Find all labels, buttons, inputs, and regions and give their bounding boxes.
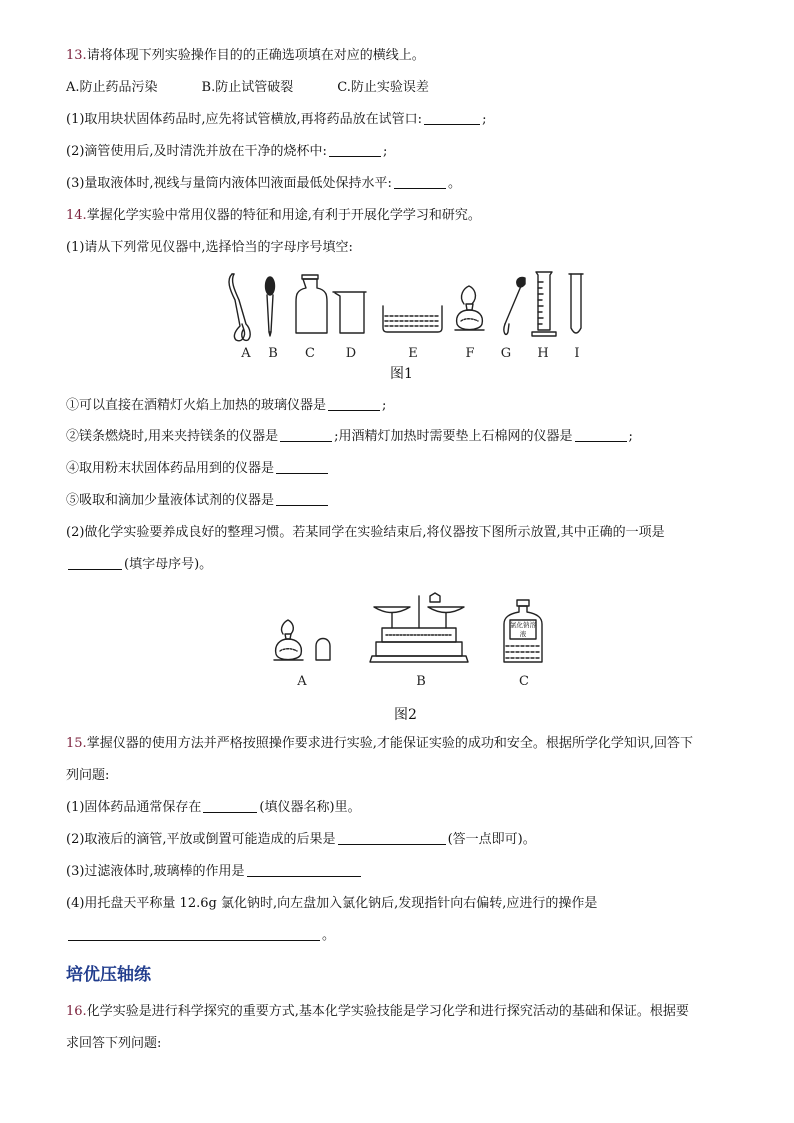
q15-item-4-end: 。	[322, 928, 336, 943]
fig1-label-a: A	[241, 346, 251, 361]
q15-answer-4-blank[interactable]	[68, 927, 320, 941]
q14-answer-5-blank[interactable]	[276, 492, 328, 506]
q15-item-1-end: (填仪器名称)里。	[259, 800, 361, 815]
fig1-label-i: I	[574, 346, 580, 361]
q15-answer-1-blank[interactable]	[203, 799, 257, 813]
q13-answer-2-blank[interactable]	[329, 143, 381, 157]
fig1-label-g: G	[500, 346, 512, 361]
fig1-label-b: B	[268, 346, 278, 361]
q13-item-2-end: ;	[382, 144, 388, 159]
q15-item-2-end: (答一点即可)。	[447, 832, 536, 847]
dropper-icon	[266, 277, 275, 336]
q15-item-2-text: (2)取液后的滴管,平放或倒置可能造成的后果是	[66, 832, 336, 847]
q14-item-1-text: ①可以直接在酒精灯火焰上加热的玻璃仪器是	[66, 398, 327, 413]
q13-item-3	[66, 175, 461, 193]
q14-stem-text: 掌握化学实验中常用仪器的特征和用途,有利于开展化学学习和研究。	[86, 208, 481, 223]
q13-options	[66, 79, 473, 97]
q14-item-2-text: ②镁条燃烧时,用来夹持镁条的仪器是	[66, 429, 279, 444]
fig2-label-a: A	[297, 674, 307, 689]
q14-answer-4-blank[interactable]	[276, 460, 328, 474]
q14-item-5-text: ⑤吸取和滴加少量液体试剂的仪器是	[66, 493, 275, 508]
q15-item-1-text: (1)固体药品通常保存在	[66, 800, 202, 815]
balance-icon	[370, 593, 468, 662]
q14-item-5	[66, 492, 330, 510]
figure-2-drawing	[264, 592, 554, 692]
q14-item-1-end: ;	[382, 398, 387, 413]
figure-2-placement	[264, 592, 554, 692]
q15-item-4-answer-line	[66, 927, 335, 945]
q14-answer-2a-blank[interactable]	[280, 428, 332, 442]
alcohol-lamp-cap-off-icon	[274, 620, 330, 660]
q15-item-3-text: (3)过滤液体时,玻璃棒的作用是	[66, 864, 245, 879]
q14-answer-1-blank[interactable]	[328, 397, 380, 411]
q14-item-2	[66, 428, 633, 446]
q16-number: 16.	[66, 1004, 87, 1019]
q15-stem-text: 掌握仪器的使用方法并严格按照操作要求进行实验,才能保证实验的成功和安全。根据所学化学知识,回答下	[86, 736, 693, 751]
q14-stem	[66, 207, 481, 225]
q13-item-1-end: ;	[482, 112, 487, 127]
figure-2-caption: 图2	[394, 707, 417, 723]
q13-option-a: A.防止药品污染	[66, 80, 158, 95]
q15-item-4: (4)用托盘天平称量 12.6g 氯化钠时,向左盘加入氯化钠后,发现指针向右偏转,应进行的操作是	[66, 896, 598, 911]
q16-stem-line1	[66, 1003, 689, 1021]
q14-answer-2b-blank[interactable]	[575, 428, 627, 442]
fig1-label-e: E	[408, 346, 418, 361]
fig2-label-c: C	[519, 674, 529, 689]
q16-stem-text: 化学实验是进行科学探究的重要方式,基本化学实验技能是学习化学和进行探究活动的基础和保证。根据要	[86, 1004, 689, 1019]
test-tube-icon	[569, 274, 583, 333]
q14-item-2-mid: ;用酒精灯加热时需要垫上石棉网的仪器是	[334, 429, 573, 444]
q13-item-2-text: (2)滴管使用后,及时清洗并放在干净的烧杯中:	[66, 144, 327, 159]
q13-option-b: B.防止试管破裂	[201, 80, 294, 95]
figure-1-drawing	[220, 266, 590, 364]
q14-sub2-line2-text: (填字母序号)。	[124, 557, 213, 572]
q13-item-3-end: 。	[447, 176, 461, 191]
q15-item-1	[66, 799, 361, 817]
q13-stem-text: 请将体现下列实验操作目的的正确选项填在对应的横线上。	[86, 48, 425, 63]
q15-answer-2-blank[interactable]	[338, 831, 446, 845]
q13-answer-1-blank[interactable]	[424, 111, 480, 125]
section-heading: 培优压轴练	[66, 965, 151, 985]
figure-1-caption: 图1	[390, 366, 413, 382]
q15-item-2	[66, 831, 536, 849]
q14-sub1: (1)请从下列常见仪器中,选择恰当的字母序号填空:	[66, 240, 353, 255]
figure-1-instruments	[220, 266, 590, 364]
graduated-cylinder-icon	[532, 272, 556, 336]
q14-sub2-line1: (2)做化学实验要养成良好的整理习惯。若某同学在实验结束后,将仪器按下图所示放置,其中正确的一项是	[66, 525, 665, 540]
q14-number: 14.	[66, 208, 87, 223]
alcohol-lamp-icon	[455, 286, 484, 330]
q14-item-1	[66, 397, 386, 415]
q14-sub2-answer-blank[interactable]	[68, 556, 122, 570]
fig2-label-b: B	[416, 674, 426, 689]
q13-answer-3-blank[interactable]	[394, 175, 446, 189]
q14-item-2-end: ;	[628, 429, 633, 444]
spatula-icon	[504, 277, 525, 334]
q13-option-c: C.防止实验误差	[337, 80, 429, 95]
fig1-label-f: F	[465, 346, 475, 361]
fig1-label-c: C	[305, 346, 315, 361]
fig1-label-d: D	[345, 346, 357, 361]
q15-stem-line2: 列问题:	[66, 768, 110, 783]
q14-item-4	[66, 460, 330, 478]
q15-stem-line1	[66, 735, 693, 753]
q15-number: 15.	[66, 736, 87, 751]
wide-mouth-bottle-icon	[296, 275, 327, 333]
q13-item-3-text: (3)量取液体时,视线与量筒内液体凹液面最低处保持水平:	[66, 176, 392, 191]
water-trough-icon	[383, 306, 442, 332]
q13-stem	[66, 47, 425, 65]
fig1-label-h: H	[537, 346, 549, 361]
crucible-tongs-icon	[229, 274, 250, 341]
q16-stem-line2: 求回答下列问题:	[66, 1036, 162, 1051]
q13-item-1	[66, 111, 486, 129]
q15-item-3	[66, 863, 363, 881]
q15-answer-3-blank[interactable]	[247, 863, 361, 877]
q14-item-4-text: ④取用粉末状固体药品用到的仪器是	[66, 461, 275, 476]
q14-sub2-line2	[66, 556, 212, 574]
q13-item-2	[66, 143, 387, 161]
q13-item-1-text: (1)取用块状固体药品时,应先将试管横放,再将药品放在试管口:	[66, 112, 423, 127]
q13-number: 13.	[66, 48, 87, 63]
beaker-icon	[333, 292, 366, 333]
bottle-label-text: 氯化钠溶液	[510, 621, 536, 638]
